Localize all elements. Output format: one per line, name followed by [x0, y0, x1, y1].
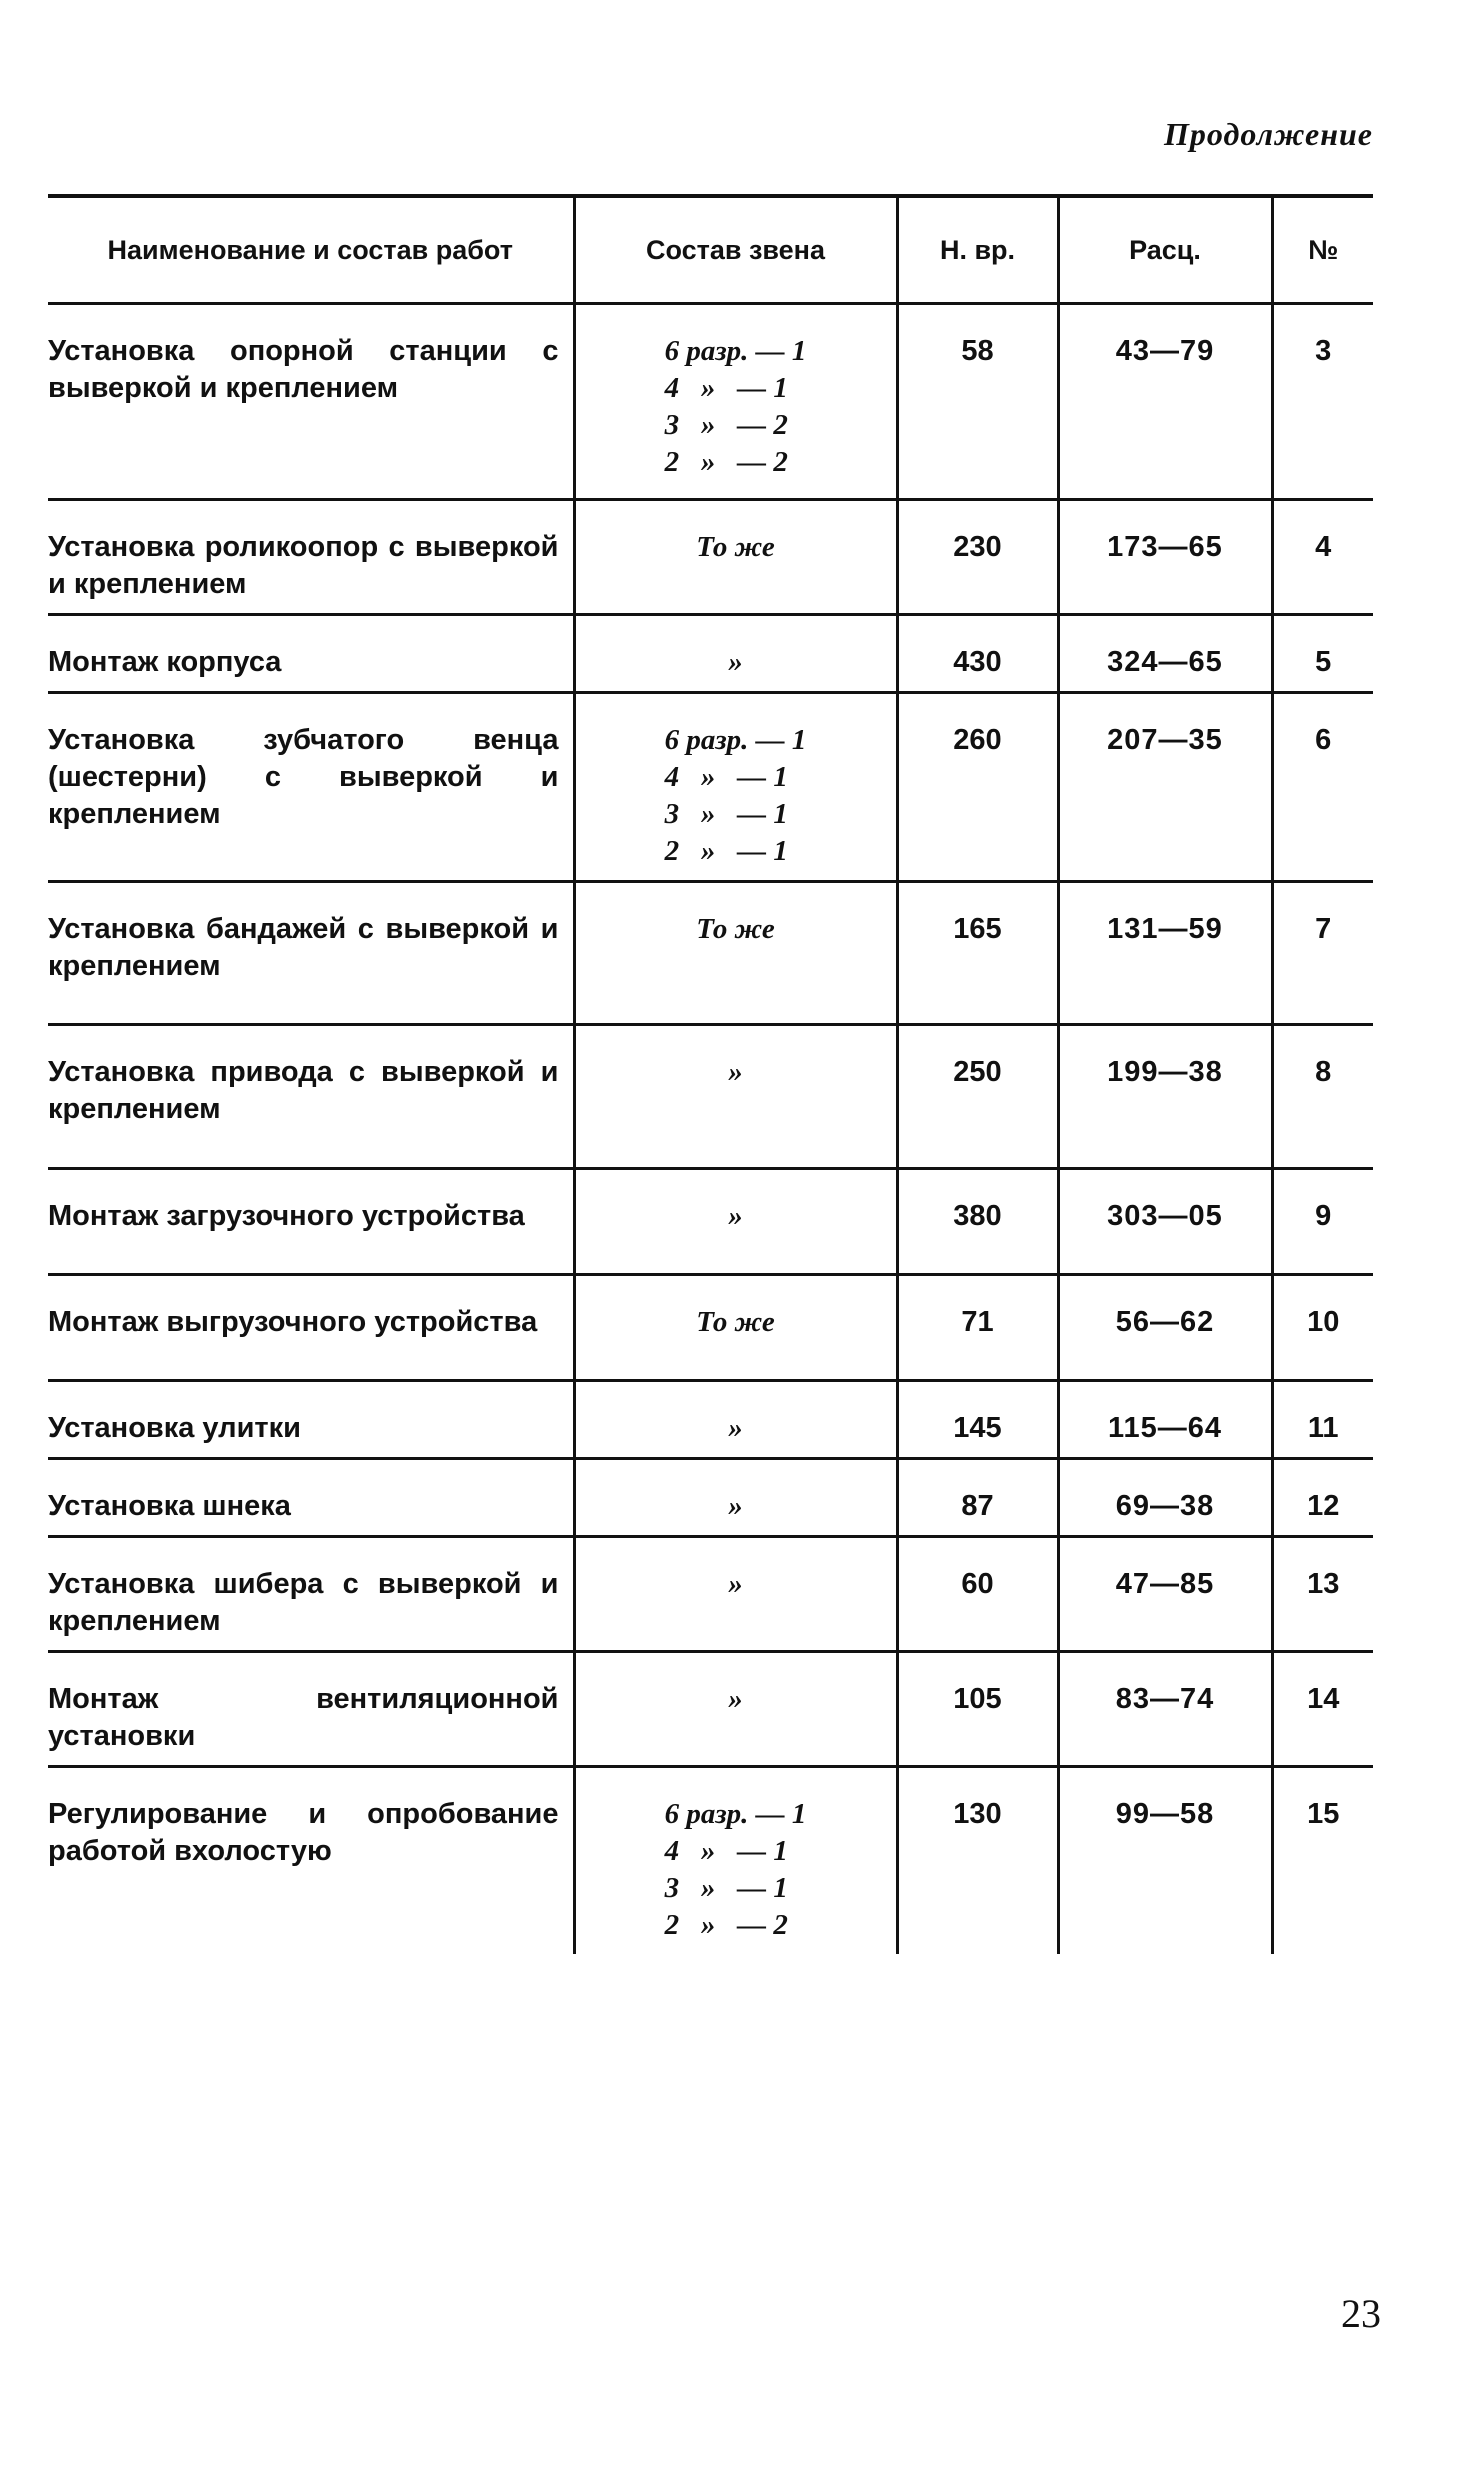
work-name-cell: Регулирование и опробование работой вхолостую	[48, 1798, 559, 1867]
norm-time-cell: 260	[897, 693, 1058, 882]
rate-cell: 199—38	[1058, 1025, 1272, 1169]
header-work: Наименование и состав работ	[48, 196, 574, 304]
table-row	[48, 500, 1373, 615]
norm-time-cell: 130	[897, 1767, 1058, 1955]
norm-time-cell: 380	[897, 1169, 1058, 1275]
crew-composition: 6 разр. — 1 4 » — 1 3 » — 1 2 » — 1	[664, 724, 807, 867]
header-norm: Н. вр.	[897, 196, 1058, 304]
crew-cell	[574, 1381, 897, 1459]
table-row	[48, 615, 1373, 693]
crew-composition: »	[728, 1200, 743, 1232]
row-number-cell: 7	[1272, 882, 1373, 1025]
work-name-cell: Установка роликоопор с выверкой и креплением	[48, 500, 574, 615]
row-number-cell: 8	[1272, 1025, 1373, 1169]
row-number-cell: 13	[1272, 1537, 1373, 1652]
row-number-cell: 3	[1272, 304, 1373, 500]
crew-composition: »	[728, 1683, 743, 1715]
row-number-cell: 9	[1272, 1169, 1373, 1275]
table-row	[48, 1275, 1373, 1381]
work-norms-table	[48, 194, 1373, 1954]
row-number-cell: 5	[1272, 615, 1373, 693]
work-name-cell: Монтаж выгрузочного устройства	[48, 1275, 574, 1381]
norm-time-cell: 430	[897, 615, 1058, 693]
norm-time-cell: 230	[897, 500, 1058, 615]
table-row	[48, 693, 1373, 882]
table-row	[48, 882, 1373, 1025]
rate-cell: 47—85	[1058, 1537, 1272, 1652]
row-number-cell: 15	[1272, 1767, 1373, 1955]
crew-cell	[574, 693, 897, 882]
norm-time-cell: 71	[897, 1275, 1058, 1381]
work-name-cell: Установка шнека	[48, 1459, 574, 1537]
norm-time-cell: 105	[897, 1652, 1058, 1767]
norm-time-cell: 58	[897, 304, 1058, 500]
rate-cell: 207—35	[1058, 693, 1272, 882]
rate-cell: 43—79	[1058, 304, 1272, 500]
table-row	[48, 1025, 1373, 1169]
rate-cell: 83—74	[1058, 1652, 1272, 1767]
row-number-cell: 6	[1272, 693, 1373, 882]
crew-composition: 6 разр. — 1 4 » — 1 3 » — 2 2 » — 2	[664, 335, 807, 478]
work-name-cell: Установка опорной станции с выверкой и креплением	[48, 304, 574, 500]
work-name-cell: Установка привода с выверкой и креплением	[48, 1025, 574, 1169]
work-name-cell: Установка шибера с выверкой и креплением	[48, 1537, 574, 1652]
rate-cell: 303—05	[1058, 1169, 1272, 1275]
work-name-cell: Монтаж загрузочного устройства	[48, 1169, 574, 1275]
crew-cell	[574, 615, 897, 693]
crew-composition: »	[728, 1056, 743, 1088]
work-name-cell: Монтаж вентиляционной установки	[48, 1652, 574, 1767]
crew-cell	[574, 882, 897, 1025]
work-name-cell: Установка бандажей с выверкой и креплением	[48, 882, 574, 1025]
crew-cell	[574, 1652, 897, 1767]
rate-cell: 131—59	[1058, 882, 1272, 1025]
crew-cell	[574, 304, 897, 500]
page-number: 23	[1341, 2291, 1381, 2336]
continuation-label: Продолжение	[1164, 116, 1373, 152]
norm-time-cell: 60	[897, 1537, 1058, 1652]
norm-time-cell: 87	[897, 1459, 1058, 1537]
crew-composition: »	[728, 1490, 743, 1522]
crew-composition: »	[728, 1568, 743, 1600]
table-row	[48, 1169, 1373, 1275]
work-name-cell: Установка зубчатого венца (шестерни) с выверкой и креплением	[48, 693, 574, 882]
table-header-row	[48, 196, 1373, 304]
rate-cell: 69—38	[1058, 1459, 1272, 1537]
rate-cell: 324—65	[1058, 615, 1272, 693]
norm-time-cell: 250	[897, 1025, 1058, 1169]
crew-cell	[574, 1169, 897, 1275]
crew-cell	[574, 1767, 897, 1955]
header-crew: Состав звена	[574, 196, 897, 304]
table-row	[48, 304, 1373, 500]
work-name-cell: Монтаж корпуса	[48, 615, 574, 693]
table-row	[48, 1652, 1373, 1767]
crew-composition: То же	[696, 1306, 775, 1338]
row-number-cell: 12	[1272, 1459, 1373, 1537]
table-row	[48, 1537, 1373, 1652]
crew-composition: »	[728, 646, 743, 678]
crew-cell	[574, 1025, 897, 1169]
rate-cell: 56—62	[1058, 1275, 1272, 1381]
crew-composition: 6 разр. — 1 4 » — 1 3 » — 1 2 » — 2	[664, 1798, 807, 1941]
table-row	[48, 1381, 1373, 1459]
work-name-cell: Установка улитки	[48, 1381, 574, 1459]
norm-time-cell: 165	[897, 882, 1058, 1025]
rate-cell: 173—65	[1058, 500, 1272, 615]
crew-composition: »	[728, 1412, 743, 1444]
header-number: №	[1272, 196, 1373, 304]
crew-composition: То же	[696, 531, 775, 563]
header-rate: Расц.	[1058, 196, 1272, 304]
row-number-cell: 10	[1272, 1275, 1373, 1381]
table-row	[48, 1767, 1373, 1955]
crew-cell	[574, 1459, 897, 1537]
rate-cell: 115—64	[1058, 1381, 1272, 1459]
row-number-cell: 4	[1272, 500, 1373, 615]
rate-cell: 99—58	[1058, 1767, 1272, 1955]
crew-cell	[574, 1275, 897, 1381]
table-row	[48, 1459, 1373, 1537]
row-number-cell: 14	[1272, 1652, 1373, 1767]
crew-composition: То же	[696, 913, 775, 945]
crew-cell	[574, 1537, 897, 1652]
row-number-cell: 11	[1272, 1381, 1373, 1459]
crew-cell	[574, 500, 897, 615]
norm-time-cell: 145	[897, 1381, 1058, 1459]
